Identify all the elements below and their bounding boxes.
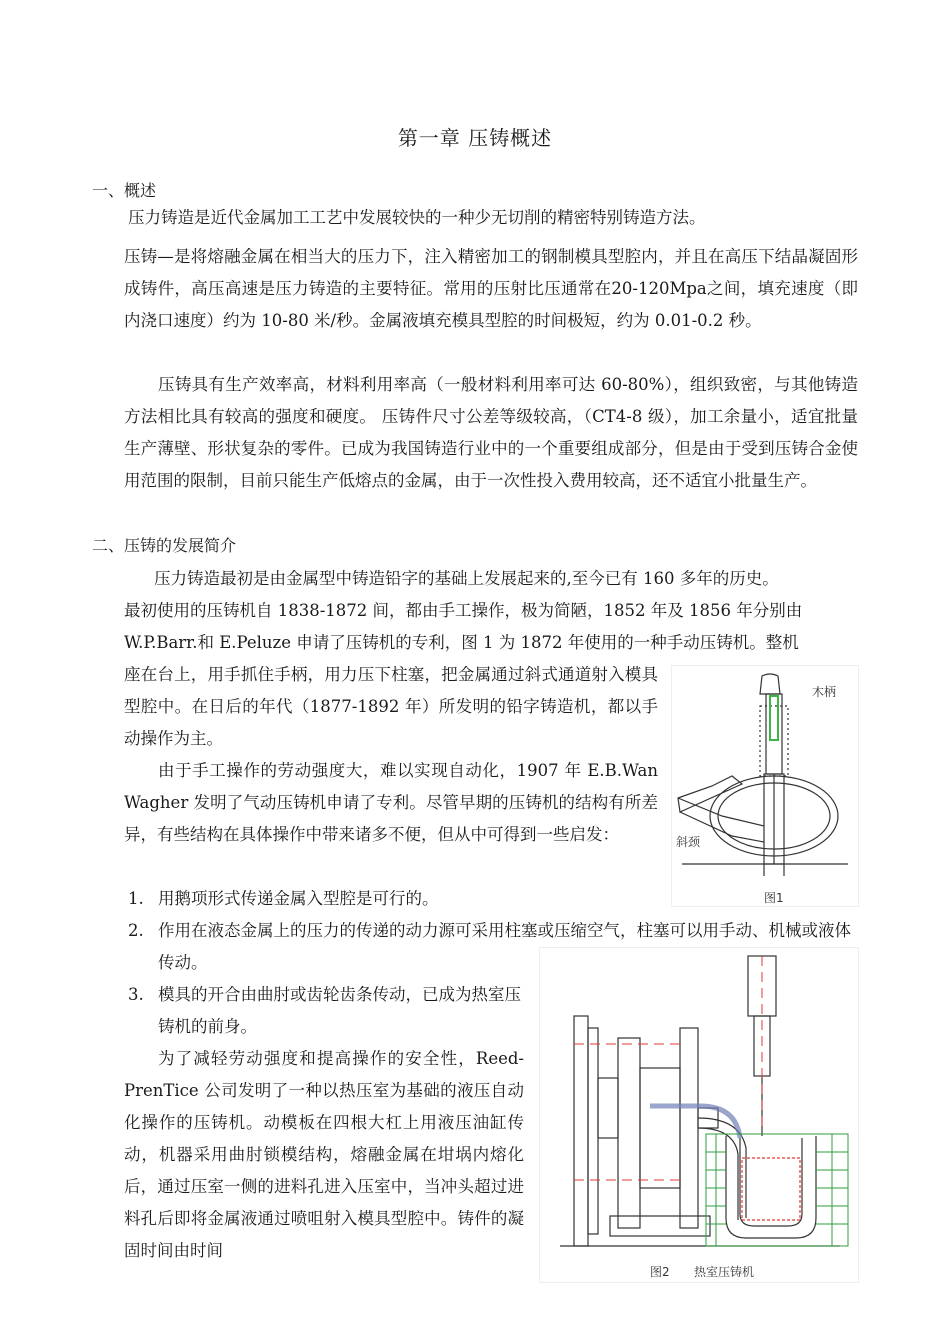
- paragraph-die-casting-definition: 压铸—是将熔融金属在相当大的压力下，注入精密加工的钢制模具型腔内，并且在高压下结晶凝固形成铸件，高压高速是压力铸造的主要特征。常用的压射比压通常在20-120Mpa之间，填充速度（即内浇口速度）约为 10-80 米/秒。金属液填充模具型腔的时间极短，约为 0.01-0.2 秒。: [124, 247, 858, 330]
- paragraph-pneumatic-press: 由于手工操作的劳动强度大，难以实现自动化，1907 年 E.B.Wan Wagher 发明了气动压铸机申请了专利。尽管早期的压铸机的结构有所差异，有些结构在具体操作中带来诸多不便，但从中可得到一些启发：: [124, 761, 658, 844]
- figure-2-caption-text: 热室压铸机: [694, 1265, 755, 1279]
- figure-1-manual-press: [671, 665, 859, 907]
- history-line-1: 压力铸造最初是由金属型中铸造铅字的基础上发展起来的,至今已有 160 多年的历史。: [154, 569, 779, 588]
- list-number: 2.: [128, 921, 144, 940]
- list-number: 1.: [128, 889, 144, 908]
- overview-intro: 压力铸造是近代金属加工工艺中发展较快的一种少无切削的精密特别铸造方法。: [128, 208, 706, 227]
- list-text: 用鹅项形式传递金属入型腔是可行的。: [158, 889, 439, 908]
- figure-1-caption: 图1: [764, 891, 784, 905]
- list-text: 模具的开合由曲肘或齿轮齿条传动，已成为热室压铸机的前身。: [158, 985, 521, 1036]
- list-text: 作用在液态金属上的压力的传递的动力源可采用柱塞或压缩空气，柱塞可以用手动、机械或液体传动。: [158, 921, 851, 972]
- section-heading-overview: 一、概述: [92, 181, 157, 200]
- history-line-2: 最初使用的压铸机自 1838-1872 间，都由手工操作，极为简陋，1852 年及 1856 年分别由: [124, 601, 803, 620]
- figure-1-label-handle: 木柄: [812, 685, 837, 699]
- chapter-title: 第一章 压铸概述: [397, 126, 553, 150]
- paragraph-die-casting-advantages: 压铸具有生产效率高，材料利用率高（一般材料利用率可达 60-80%），组织致密，与其他铸造方法相比具有较高的强度和硬度。 压铸件尺寸公差等级较高，（CT4-8 级），加工余量小，适宜批量生产薄壁、形状复杂的零件。已成为我国铸造行业中的一个重要组成部分，但是由于受到压铸合金使用范围的限制，目前只能生产低熔点的金属，由于一次性投入费用较高，还不适宜小批量生产。: [124, 375, 858, 490]
- list-number: 3.: [128, 985, 144, 1004]
- figure-2-hot-chamber-machine: [539, 947, 859, 1283]
- figure-1-label-slope: 斜颈: [676, 835, 701, 849]
- figure-2-drawing: [540, 948, 858, 1282]
- figure-2-caption-number: 图2: [650, 1265, 670, 1279]
- figure-1-drawing: [672, 666, 858, 906]
- history-line-3: W.P.Barr.和 E.Peluze 申请了压铸机的专利，图 1 为 1872 年使用的一种手动压铸机。整机: [124, 633, 799, 652]
- section-heading-history: 二、压铸的发展简介: [92, 536, 237, 555]
- paragraph-history-continued: 座在台上，用手抓住手柄，用力压下柱塞，把金属通过斜式通道射入模具型腔中。在日后的年代（1877-1892 年）所发明的铅字铸造机，都以手动操作为主。: [124, 665, 658, 748]
- paragraph-hot-chamber: 为了减轻劳动强度和提高操作的安全性，Reed-PrenTice 公司发明了一种以热压室为基础的液压自动化操作的压铸机。动模板在四根大杠上用液压油缸传动，机器采用曲肘锁模结构，熔融金属在坩埚内熔化后，通过压室一侧的进料孔进入压室中，当冲头超过进料孔后即将金属液通过喷咀射入模具型腔中。铸件的凝固时间由时间: [124, 1049, 524, 1260]
- list-item-3: [128, 979, 526, 1043]
- list-item-1: [128, 883, 668, 915]
